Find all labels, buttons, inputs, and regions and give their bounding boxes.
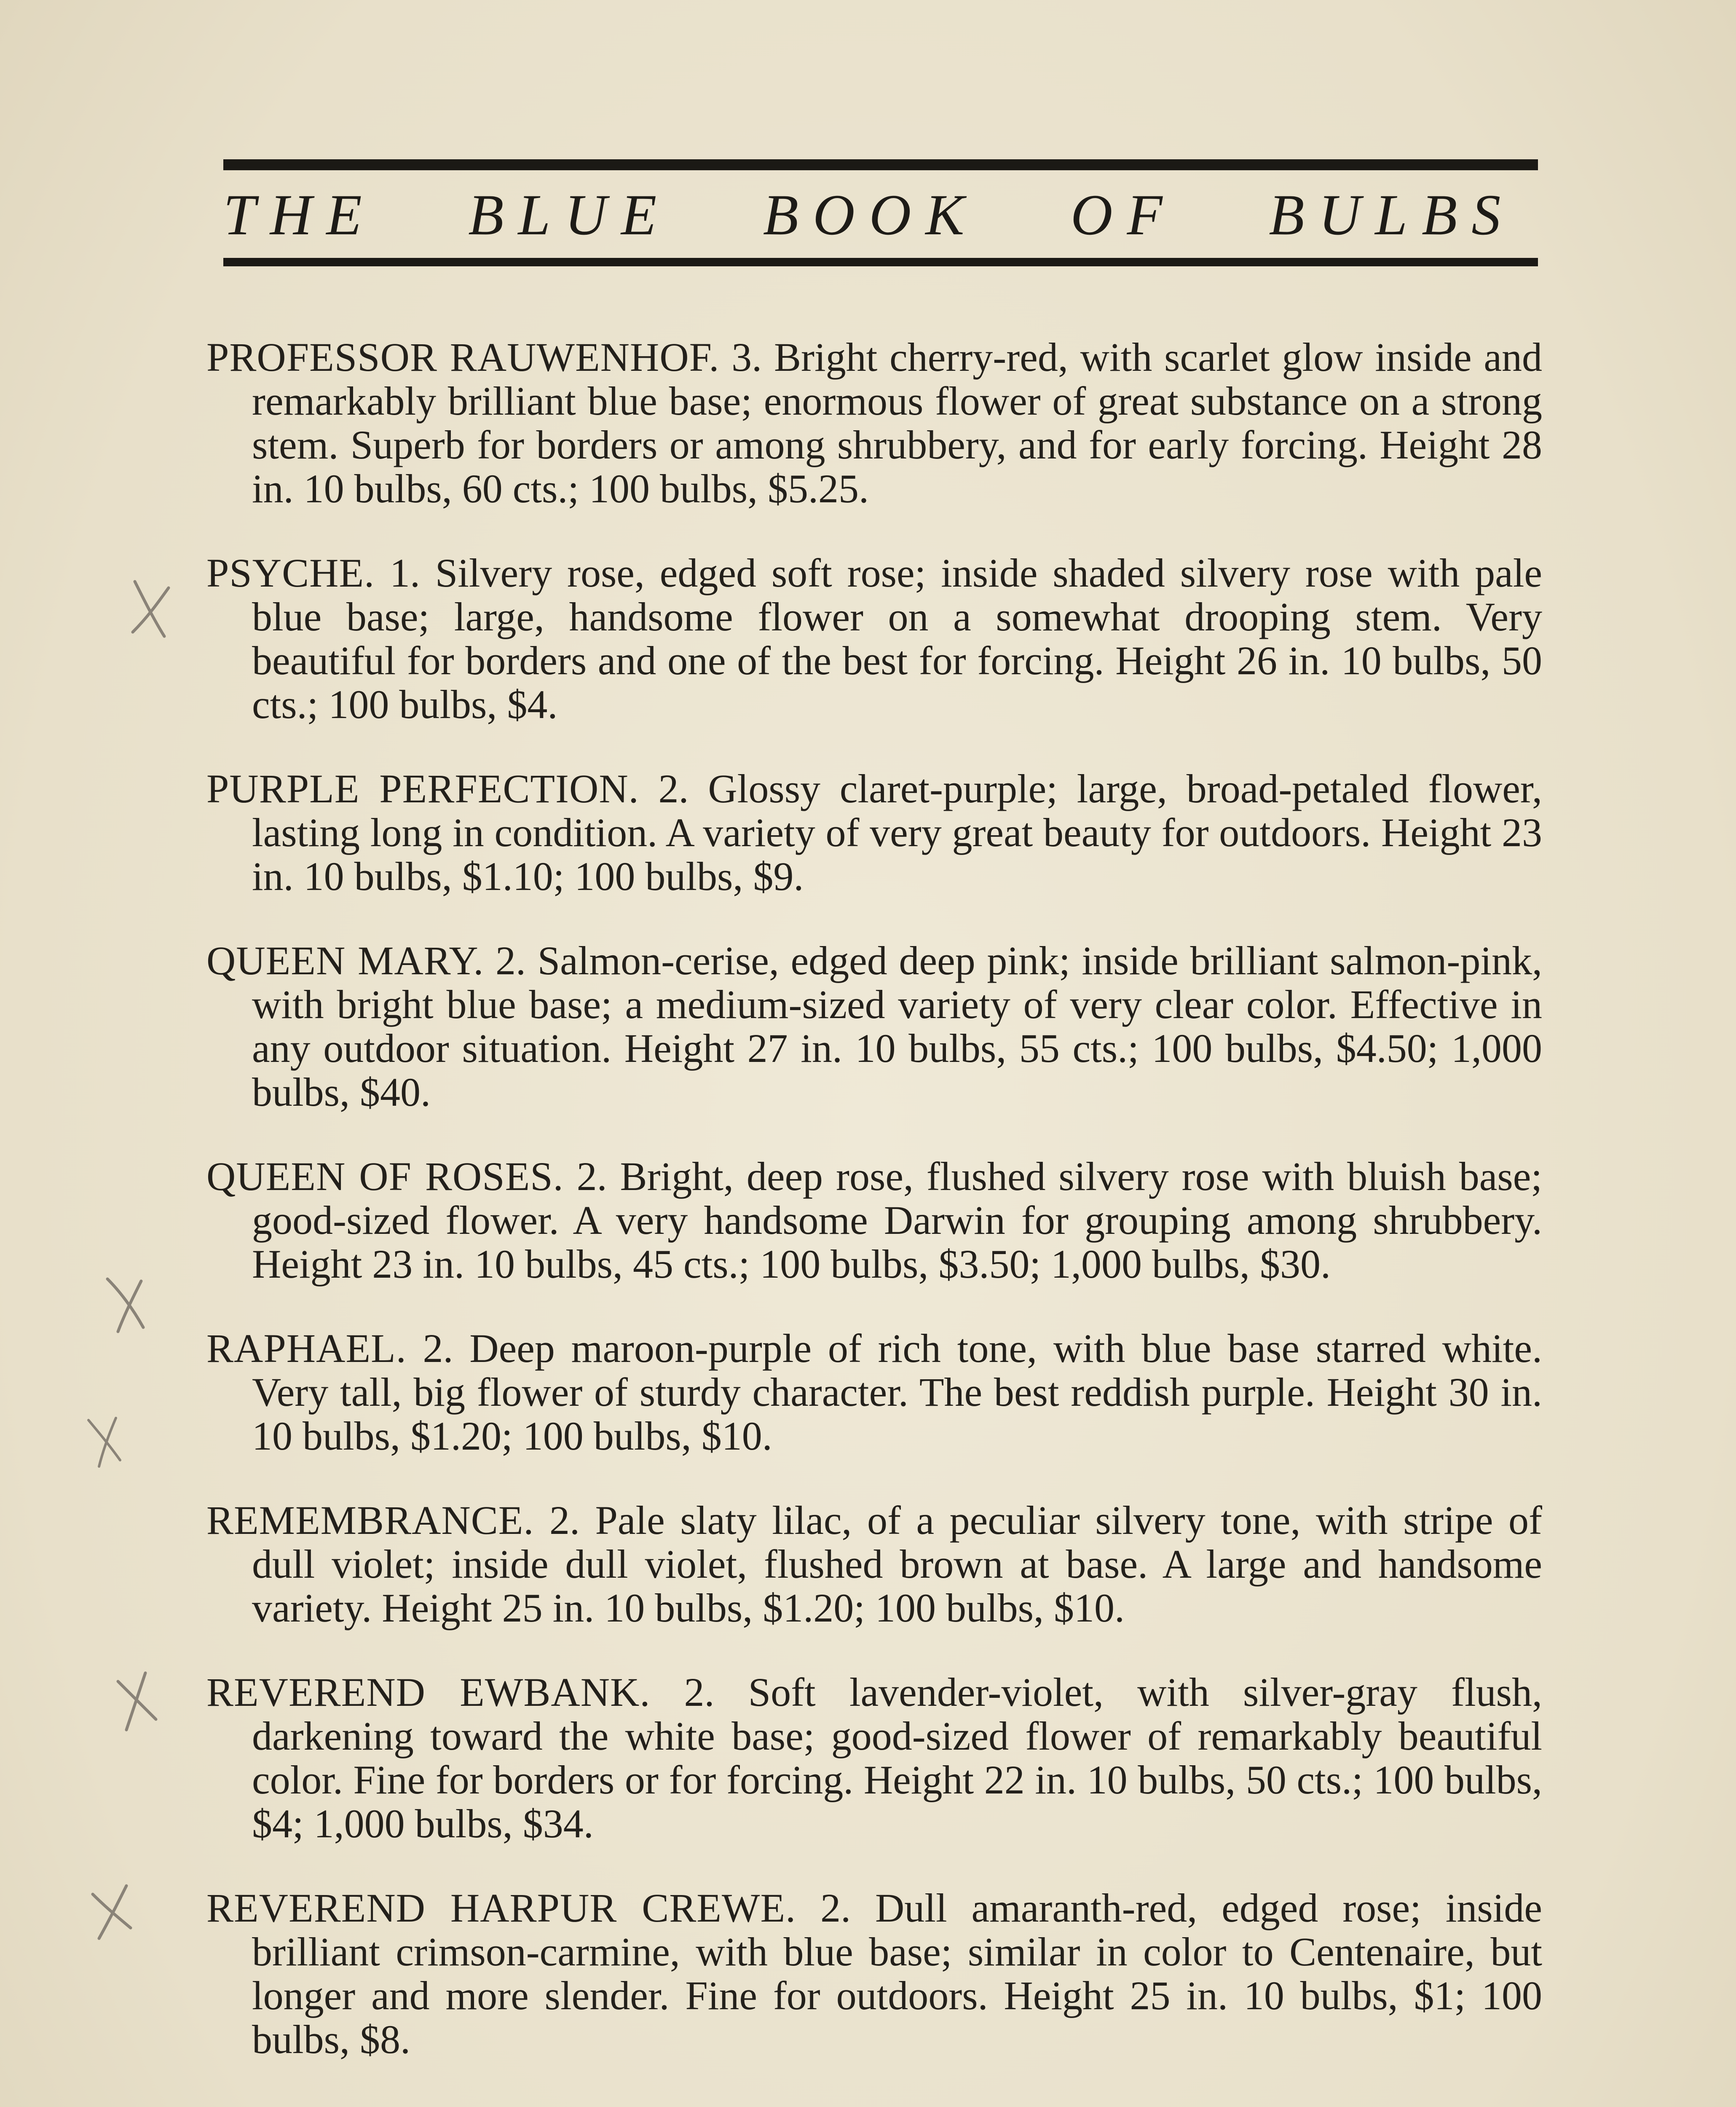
- entry-name: REVEREND EWBANK.: [206, 1670, 651, 1715]
- catalog-entry: [206, 1498, 1542, 1630]
- entry-name: REVEREND HARPUR CREWE.: [206, 1885, 796, 1930]
- catalog-entry: [206, 335, 1542, 511]
- entry-name: QUEEN MARY.: [206, 938, 484, 983]
- catalog-entries: [206, 295, 1542, 2083]
- catalog-entry: [206, 1670, 1542, 1846]
- entry-description: 1. Silvery rose, edged soft rose; inside shaded silvery rose with pale blue base; large, handsome flower on a somewhat drooping stem. Very beautiful for borders and one of the best for forcing. Height 26 in. 10 bulbs, 50 cts.; 100 bulbs, $4.: [252, 550, 1543, 727]
- entry-description: 2. Deep maroon-purple of rich tone, with blue base starred white. Very tall, big flower of sturdy character. The best reddish purple. Height 30 in. 10 bulbs, $1.20; 100 bulbs, $10.: [252, 1326, 1543, 1458]
- entry-description: 3. Bright cherry-red, with scarlet glow inside and remarkably brilliant blue base; enormous flower of great substance on a strong stem. Superb for borders or among shrubbery, and for early forcing. Height 28 in. 10 bulbs, 60 cts.; 100 bulbs, $5.25.: [252, 335, 1542, 511]
- entry-description: 2. Glossy claret-purple; large, broad-petaled flower, lasting long in condition. A variety of very great beauty for outdoors. Height 23 in. 10 bulbs, $1.10; 100 bulbs, $9.: [252, 766, 1543, 899]
- entry-name: PROFESSOR RAUWENHOF.: [206, 335, 720, 380]
- pencil-x-mark-icon: [95, 1268, 158, 1340]
- entry-description: 2. Dull amaranth-red, edged rose; inside brilliant crimson-carmine, with blue base; similar in color to Centenaire, but longer and more slender. Fine for outdoors. Height 25 in. 10 bulbs, $1; 100 bulbs, $8.: [252, 1885, 1543, 2062]
- entry-name: RAPHAEL.: [206, 1326, 407, 1371]
- entry-name: PURPLE PERFECTION.: [206, 766, 639, 811]
- entry-name: REMEMBRANCE.: [206, 1498, 534, 1543]
- pencil-x-mark-icon: [105, 1665, 169, 1736]
- entry-description: 2. Soft lavender-violet, with silver-gray flush, darkening toward the white base; good-sized flower of remarkably beautiful color. Fine for borders or for forcing. Height 22 in. 10 bulbs, 50 cts.; 100 bulbs, $4; 1,000 bulbs, $34.: [252, 1670, 1543, 1846]
- entry-description: 2. Bright, deep rose, flushed silvery rose with bluish base; good-sized flower. A very handsome Darwin for grouping among shrubbery. Height 23 in. 10 bulbs, 45 cts.; 100 bulbs, $3.50; 1,000 bulbs, $30.: [252, 1154, 1543, 1287]
- catalog-entry: [206, 767, 1542, 898]
- pencil-x-mark-icon: [74, 1407, 137, 1479]
- running-head: THE BLUE BOOK OF BULBS: [223, 182, 1515, 247]
- catalog-entry: [206, 1886, 1542, 2061]
- catalog-entry: [206, 1327, 1542, 1458]
- catalog-entry: [206, 939, 1542, 1114]
- entry-description: 2. Salmon-cerise, edged deep pink; inside brilliant salmon-pink, with bright blue base; a medium-sized variety of very clear color. Effective in any outdoor situation. Height 27 in. 10 bulbs, 55 cts.; 100 bulbs, $4.50; 1,000 bulbs, $40.: [252, 938, 1543, 1115]
- catalog-entry: [206, 1155, 1542, 1286]
- pencil-x-mark-icon: [80, 1875, 143, 1947]
- entry-description: 2. Pale slaty lilac, of a peculiar silvery tone, with stripe of dull violet; inside dull violet, flushed brown at base. A large and handsome variety. Height 25 in. 10 bulbs, $1.20; 100 bulbs, $10.: [252, 1498, 1543, 1630]
- header-rule-bottom: [223, 258, 1538, 266]
- catalog-entry: [206, 551, 1542, 726]
- header-rule-top: [223, 159, 1538, 170]
- pencil-x-mark-icon: [118, 573, 181, 645]
- entry-name: QUEEN OF ROSES.: [206, 1154, 564, 1199]
- entry-name: PSYCHE.: [206, 550, 375, 595]
